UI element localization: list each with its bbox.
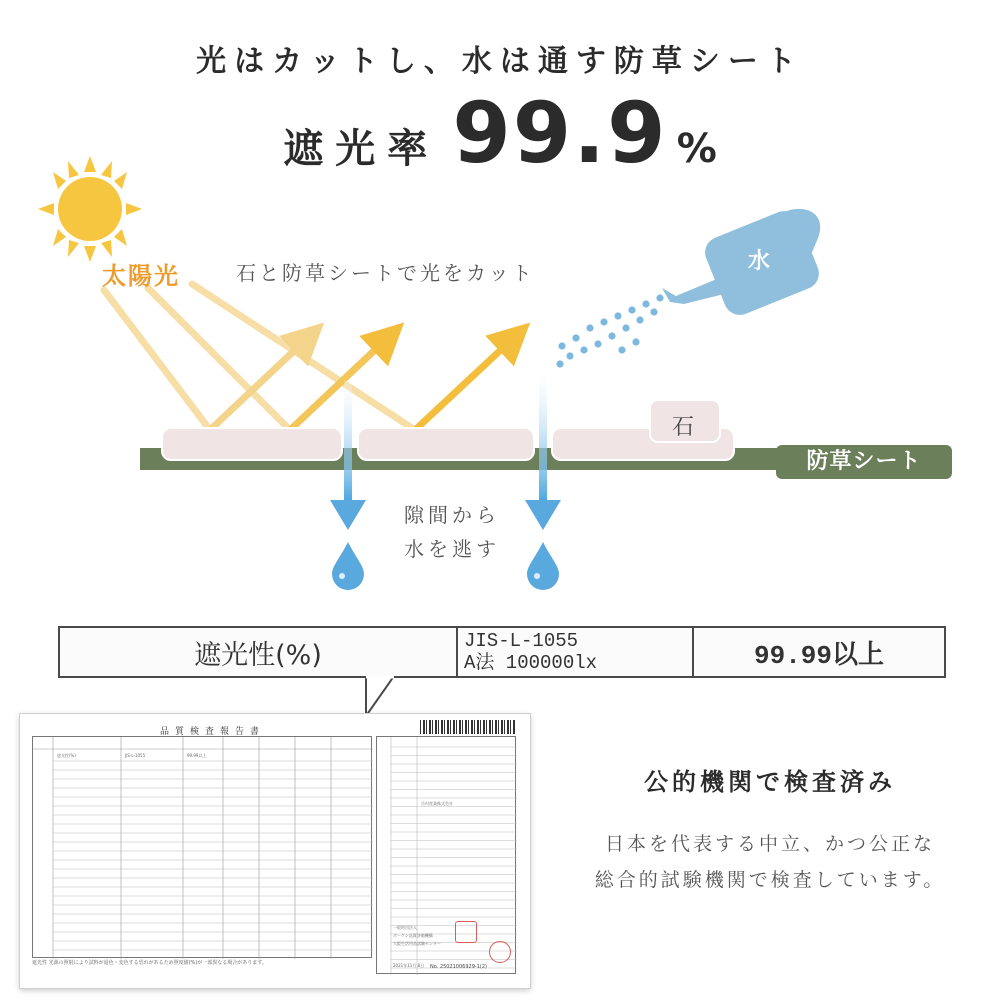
report-note: 遮光性 光源の照射により試料が退色・変色する恐れがあるため照度値(%)が一部異なる場合があります。 <box>32 960 267 966</box>
report-title: 品質検査報告書 <box>160 727 266 737</box>
report-lab-line3: 大阪生活用品試験センター <box>393 941 441 946</box>
spec-item: 遮光性(%) <box>194 639 322 671</box>
institution-desc-line2: 総合的試験機関で検査しています。 <box>594 869 946 891</box>
report-table-lines <box>33 737 373 959</box>
seal-stamp-icon <box>455 921 477 943</box>
report-row-result: 99.99以上 <box>187 753 207 758</box>
water-label: 水 <box>748 249 771 274</box>
light-cut-label: 石と防草シートで光をカット <box>236 261 535 285</box>
gap-drain-label-line1: 隙間から <box>404 503 500 527</box>
reflected-light-rays <box>210 332 520 430</box>
illustration <box>0 150 1000 600</box>
gap-drain-label <box>404 498 500 566</box>
report-lab-line1: 一般財団法人 <box>393 925 417 930</box>
gap-drain-label-line2: 水を逃す <box>404 537 500 561</box>
stone-label: 石 <box>672 415 695 440</box>
report-side-panel <box>376 736 516 974</box>
report-side-lines <box>377 737 517 975</box>
spec-method-line2: A法 100000lx <box>464 652 598 674</box>
sunlight-label: 太陽光 <box>102 262 180 290</box>
inspection-report-document <box>20 714 530 988</box>
institution-description <box>540 826 1000 898</box>
spec-result: 99.99以上 <box>692 628 944 676</box>
spec-method-line1: JIS-L-1055 <box>464 630 579 652</box>
report-row-label: 遮光性(%) <box>57 753 76 758</box>
sun-icon <box>38 156 142 262</box>
institution-desc-line1: 日本を代表する中立、かつ公正な <box>604 833 935 855</box>
report-table <box>32 736 372 958</box>
spec-method <box>456 628 692 676</box>
watering-can-icon <box>662 206 824 319</box>
stones <box>162 400 734 460</box>
headline: 光はカットし、水は通す防草シート <box>196 44 804 79</box>
callout-pointer <box>360 676 400 718</box>
report-barcode <box>420 720 516 734</box>
report-number: No. 25021006929-1(2) <box>430 964 487 970</box>
water-spray <box>556 294 663 367</box>
shading-rate-value: 99.9 <box>452 84 668 182</box>
report-lab-line2: ボーケン品質評価機構 <box>393 933 433 938</box>
shading-rate-unit: % <box>676 126 717 172</box>
report-date: 2021年11月 8日 <box>393 963 425 968</box>
personal-seal-icon <box>489 941 511 963</box>
report-row-method: JIS-L-1055 <box>125 753 146 758</box>
institution-title: 公的機関で検査済み <box>644 768 896 796</box>
report-client-company: 岳村産業株式会社 <box>421 801 453 806</box>
shading-rate-label: 遮光率 <box>283 126 440 172</box>
weed-sheet-label: 防草シート <box>776 445 952 479</box>
spec-row <box>58 626 946 678</box>
